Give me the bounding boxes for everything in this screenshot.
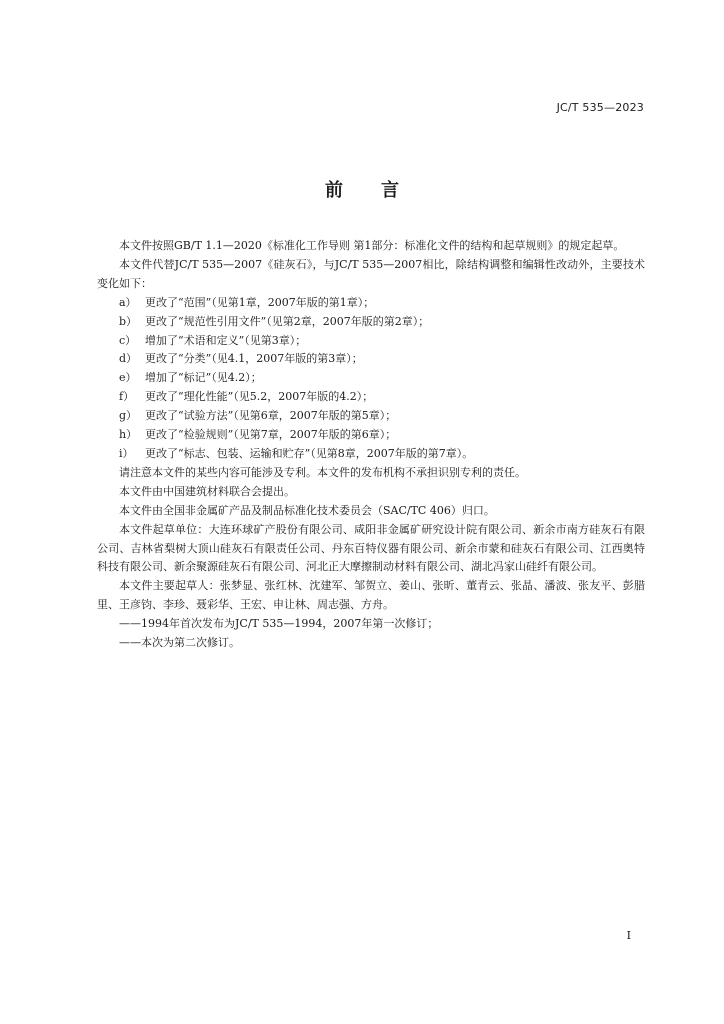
list-marker: g）	[119, 409, 138, 423]
paragraph-drafters: 本文件主要起草人：张梦显、张红林、沈建军、邹贺立、姜山、张昕、董青云、张晶、潘波、张友平、彭腊里、王彦钧、李珍、聂彩华、王宏、申让林、周志强、方舟。	[97, 579, 645, 612]
list-item-text: 更改了“范围”（见第1章，2007年版的第1章）；	[145, 295, 375, 309]
list-marker: h）	[119, 428, 138, 442]
list-marker: f）	[119, 390, 135, 404]
list-marker: i）	[119, 446, 134, 460]
paragraph-patent-notice: 请注意本文件的某些内容可能涉及专利。本文件的发布机构不承担识别专利的责任。	[119, 465, 526, 479]
list-marker: c）	[119, 333, 137, 347]
list-marker: e）	[119, 371, 137, 385]
paragraph-drafting-units: 本文件起草单位：大连环球矿产股份有限公司、咸阳非金属矿研究设计院有限公司、新余市南方硅灰石有限公司、吉林省梨树大顶山硅灰石有限责任公司、丹东百特仪器有限公司、新余市蒙和硅灰石有限公司、江西奥特科技有限公司、新余聚源硅灰石有限公司、河北正大摩擦制动材料有限公司、湖北冯家山硅纤有限公司。	[97, 522, 645, 574]
paragraph-replacement-notice: 本文件代替JC/T 535—2007《硅灰石》，与JC/T 535—2007相比，除结构调整和编辑性改动外，主要技术变化如下：	[97, 257, 645, 290]
list-item-text: 更改了“规范性引用文件”（见第2章，2007年版的第2章）；	[145, 314, 430, 328]
list-marker: a）	[119, 295, 137, 309]
list-item-text: 更改了“理化性能”（见5.2，2007年版的4.2）；	[145, 390, 374, 404]
page-number: I	[626, 929, 631, 942]
document-body	[97, 237, 645, 653]
list-marker: b）	[119, 314, 138, 328]
list-item	[97, 332, 645, 351]
paragraph-committee: 本文件由全国非金属矿产品及制品标准化技术委员会（SAC/TC 406）归口。	[119, 503, 495, 517]
list-item	[97, 313, 645, 332]
list-item	[97, 407, 645, 426]
paragraph-proposer: 本文件由中国建筑材料联合会提出。	[119, 484, 295, 498]
technical-changes-list	[97, 294, 645, 464]
paragraph-drafting-basis: 本文件按照GB/T 1.1—2020《标准化工作导则 第1部分：标准化文件的结构和起草规则》的规定起草。	[119, 239, 625, 252]
list-item-text: 增加了“术语和定义”（见第3章）；	[145, 333, 307, 347]
list-item-text: 更改了“分类”（见4.1，2007年版的第3章）；	[145, 352, 363, 366]
list-item-text: 更改了“检验规则”（见第7章，2007年版的第6章）；	[145, 428, 397, 442]
document-code: JC/T 535—2023	[556, 101, 644, 114]
paragraph-history-current: ——本次为第二次修订。	[119, 636, 240, 650]
list-item-text: 增加了“标记”（见4.2）；	[145, 371, 262, 385]
list-item	[97, 426, 645, 445]
list-item-text: 更改了“试验方法”（见第6章，2007年版的第5章）；	[145, 409, 397, 423]
list-item	[97, 350, 645, 369]
list-item-text: 更改了“标志、包装、运输和贮存”（见第8章，2007年版的第7章）。	[145, 446, 474, 460]
list-item	[97, 294, 645, 313]
paragraph-history-first: ——1994年首次发布为JC/T 535—1994，2007年第一次修订；	[119, 617, 439, 631]
list-item	[97, 388, 645, 407]
list-marker: d）	[119, 352, 138, 366]
page-title: 前言	[325, 180, 437, 201]
list-item	[97, 445, 645, 464]
list-item	[97, 369, 645, 388]
